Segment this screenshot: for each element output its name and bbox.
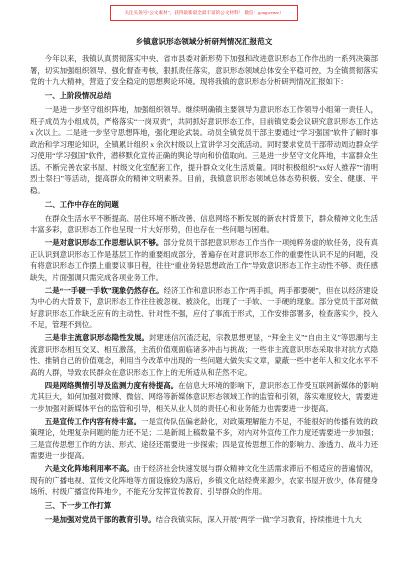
problem-text: 经济工作和意识形态工作“两手抓，两手都要硬”，但在以经济建设为中心的大背景下，意识形态工作往往被忽视、被淡化，出现了一手软、一手硬的现象。部分党员干部对做好意识形态工作缺乏应有的主动性、针对性不强，应付了事流于形式，工作安排部署多，检查落实少，投入不足，管理不到位。 [30, 285, 378, 329]
problem-paragraph-1 [30, 237, 378, 283]
problem-lead: 六是文化阵地利用率不高。 [44, 464, 134, 473]
problem-lead: 二是“一手硬一手软”现象仍然存在。 [44, 285, 164, 295]
problem-text: 封建迷信沉渣泛起，宗教思想更显，“拜金主义”“自由主义”等思潮与主流意识形态相互交叉、相互激荡，主流价值观面临诸多冲击与挑战；一些非主流意识形态采取非对抗方式隐性、推销自己的价值观念，利用当今改革中出现的一些问题大做失实文章，蒙蔽一些中老年人和文化水平不高的人群，导致农民群众在意识形态工作上的无所适从和茫然不定。 [30, 333, 378, 377]
promo-banner-text: 关注头条号“公文素材”，获得最新最全最丰富的公文材料！ 微信：gongwenzz） [124, 10, 284, 15]
plan-paragraph-1 [30, 514, 378, 526]
problem-paragraph-5 [30, 416, 378, 462]
problem-text: 一是宣传队伍偏老龄化，对政策理解能力不足，不能很好的传播有效的政策理论，处理复杂问题的能力还不足；二是新闻上稿数量不多，对内对外宣传工作力度还需要进一步加强；三是宣传思想工作的方法、形式、途径还需要进一步探索；四是宣传思想工作的影响力、渗透力、战斗力还需要进一步提高。 [30, 416, 378, 460]
section-heading-next-steps: 三、下一步工作打算 [44, 501, 112, 510]
document-title: 乡镇意识形态领域分析研判情况汇报范文 [135, 37, 273, 46]
summary-paragraph: 一是进一步坚守组织阵地，加强组织领导。继续明确镇主要领导为意识形态工作领导小组第一责任人，班子成员为小组成员，严格落实“一岗双责”，共同抓好意识形态工作，目前镇党委会议研究意识形态工作达 x 次以上。二是进一步坚守思想阵地，强化理论武装。动员全镇党员干部主要通过“学习强国”软件了解时事政治和学习理论知识，全镇累计组织 x 余次村级以上宣讲学习交流活动。同时要求党员干部带动周边群众学习使用“学习强国”软件，潜移默化宣传正确的舆论导向和价值取向。三是进一步坚守文化阵地，丰富群众生活。不断完善农家书屋、村级文化室配套工作，提升群众文化生活质量。同时积极组织“xx好人推荐”“清明烈士祭扫”等活动，提高群众的精神文明素养。目前，我镇意识形态领域总体态势积极、安全、健康、平稳。 [30, 105, 378, 195]
problem-text: 由于经济社会快速发展与群众精神文化生活需求滞后不相适应的普遍情况，现有的广播电视、宣传文化阵地等方面设施较为落后，乡镇文化站经费来源少，农家书屋开放少，体育健身场所、村级广播宣传阵地少，不能充分发挥宣传教育、引导群众的作用。 [30, 464, 378, 496]
section-heading-problems: 二、工作中存在的问题 [44, 199, 119, 209]
section-heading-summary: 一、上阶段情况总结 [44, 91, 112, 100]
promo-banner [110, 5, 298, 21]
problem-lead: 四是网络舆情引导及监测力度有待提高。 [44, 380, 179, 390]
problem-paragraph-3 [30, 332, 378, 378]
problem-text: 部分党员干部把意识形态工作当作一项纯粹务虚的软任务，没有真正认识到意识形态工作是基层工作的重要组成部分，普遍存在对意识形态工作的重要性认识不足的问题，没有将意识形态工作摆上重要议事日程，往往“重业务轻思想政治工作”导致意识形态工作主动性不够、责任感缺失，片面强调只需完成各项业务工作。 [30, 238, 378, 282]
problem-lead: 五是宣传工作内容有待丰富。 [44, 416, 142, 426]
problems-intro-paragraph: 在群众生活水平不断提高、居住环境不断改善、信息网络不断发展的新农村背景下，群众精神文化生活丰富多彩，意识形态工作也呈现一片大好形势，但也存在一些问题与困难。 [30, 213, 378, 234]
problem-lead: 一是对意识形态工作思想认识不够。 [44, 238, 164, 247]
plan-text: 结合我镇实际，深入开展“两学一做”学习教育，持续推进十九大 [155, 515, 362, 524]
document-body [30, 36, 378, 527]
intro-paragraph: 今年以来，我镇认真贯彻落实中央、省市县委对新形势下加强和改进意识形态工作作出的一系列决策部署，切实加强组织领导、强化督查考核，狠抓责任落实，意识形态领域总体安全平稳可控，为全镇贯彻落实党的十九大精神，营造了安全稳定的思想舆论环境。现将我镇的意识形态分析研判情况汇报如下： [30, 54, 378, 86]
problem-paragraph-4 [30, 380, 378, 415]
problem-paragraph-6 [30, 463, 378, 498]
problem-text: 在信息大环境的影响下，意识形态工作受互联网新媒体的影响尤其巨大，如何加强对微博、微信、网络等新媒体意识形态领域工作的监管和引领，落实难度较大，需要进一步加强对新媒体平台的监管和引导，相关从业人员的责任心和业务能力也需要进一步提高。 [30, 380, 378, 413]
problem-paragraph-2 [30, 285, 378, 331]
plan-lead: 一是加强对党员干部的教育引导。 [44, 515, 156, 524]
problem-lead: 三是非主流意识形态隐性发展。 [44, 333, 149, 342]
